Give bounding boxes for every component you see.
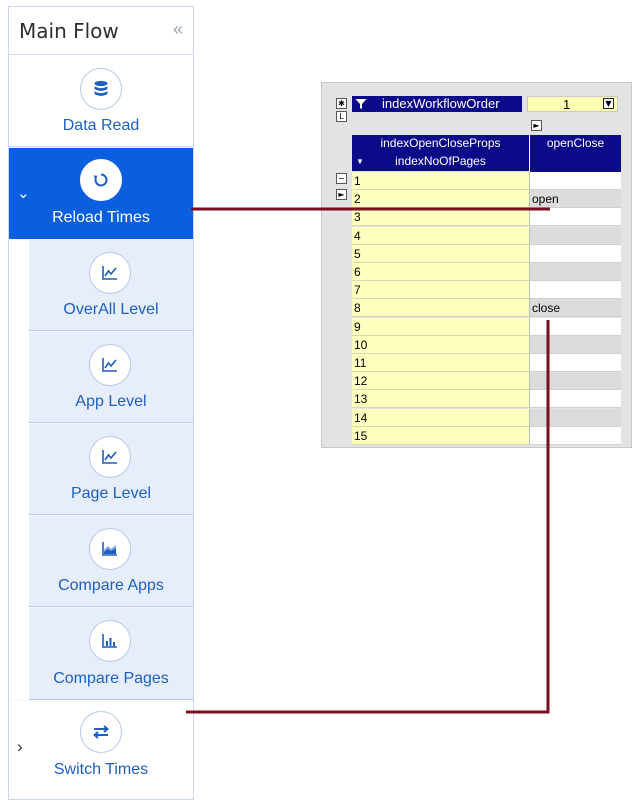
expand-column-icon[interactable]: ► [531, 120, 542, 131]
layout-icon[interactable]: L [336, 111, 347, 122]
row-index-cell[interactable]: 3 [352, 208, 530, 226]
chevron-down-icon[interactable]: ⌄ [17, 185, 30, 202]
row-index-cell[interactable]: 4 [352, 227, 530, 245]
row-index-cell[interactable]: 6 [352, 263, 530, 281]
double-chevron-left-icon[interactable]: « [172, 19, 183, 39]
sidebar-title: Main Flow [19, 19, 119, 43]
row-index-cell[interactable]: 1 [352, 172, 530, 190]
column-value-label: openClose [546, 136, 605, 150]
row-index-cell[interactable]: 9 [352, 318, 530, 336]
connector-line-close [186, 320, 548, 712]
sidebar-item-label: Data Read [62, 117, 140, 134]
row-index-cell[interactable]: 10 [352, 336, 530, 354]
row-index-cell[interactable]: 2 [352, 190, 530, 208]
sidebar-item-label: Reload Times [52, 209, 150, 226]
sort-down-icon: ▼ [356, 157, 364, 166]
sidebar-subitem-label: OverAll Level [63, 301, 159, 318]
row-index-cell[interactable]: 13 [352, 390, 530, 408]
collapse-icon[interactable]: − [336, 173, 347, 184]
row-index-cell[interactable]: 12 [352, 372, 530, 390]
value-cell[interactable]: close [530, 299, 621, 317]
expand-all-icon[interactable]: ✱ [336, 98, 347, 109]
row-index-cell[interactable]: 8 [352, 299, 530, 317]
row-index-cell[interactable]: 11 [352, 354, 530, 372]
row-index-cell[interactable]: 7 [352, 281, 530, 299]
column-field-label: indexOpenCloseProps [380, 136, 501, 150]
value-cell[interactable]: open [530, 190, 621, 208]
page-field-value: 1 [563, 97, 571, 112]
page-field-label: indexWorkflowOrder [382, 96, 500, 111]
row-pointer-icon[interactable]: ► [336, 189, 347, 200]
row-index-cell[interactable]: 15 [352, 427, 530, 445]
sidebar-subitem-label: Compare Pages [53, 670, 169, 687]
sidebar-subitem-label: App Level [75, 393, 147, 410]
sidebar-subitem-label: Page Level [70, 485, 152, 502]
dropdown-arrow-icon[interactable]: ▼ [603, 98, 614, 109]
row-index-cell[interactable]: 14 [352, 409, 530, 427]
chevron-right-icon[interactable]: › [17, 737, 23, 756]
row-field-label: indexNoOfPages [395, 154, 486, 168]
sidebar-item-label: Switch Times [53, 761, 149, 778]
row-index-cell[interactable]: 5 [352, 245, 530, 263]
sidebar-subitem-label: Compare Apps [58, 577, 164, 594]
